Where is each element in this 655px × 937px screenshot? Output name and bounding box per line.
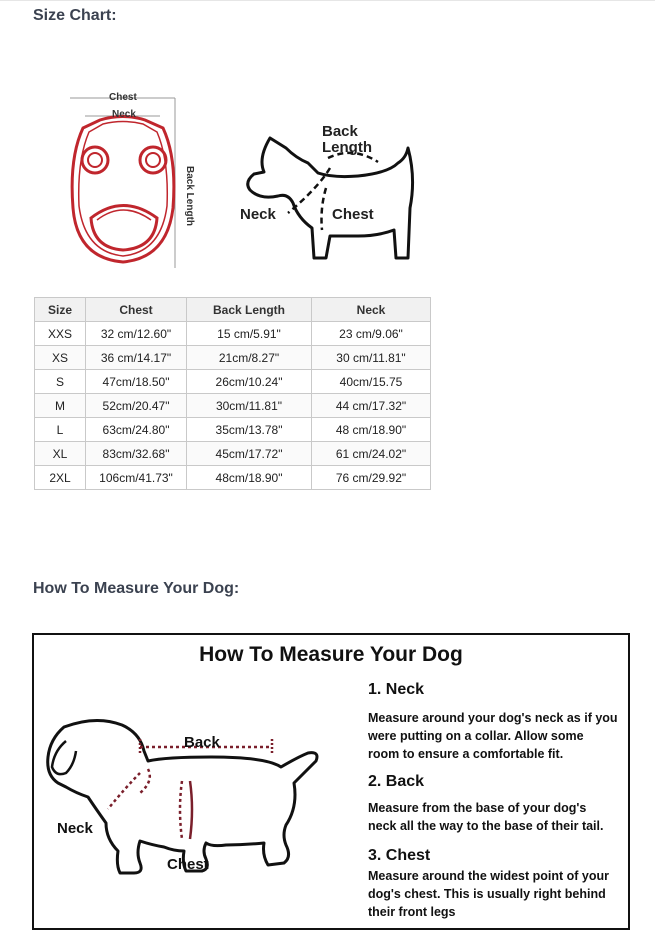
cell-back-length: 15 cm/5.91": [187, 322, 312, 346]
cell-back-length: 26cm/10.24": [187, 370, 312, 394]
cell-back-length: 21cm/8.27": [187, 346, 312, 370]
cell-neck: 48 cm/18.90": [312, 418, 431, 442]
figure-chest-label: Chest: [167, 856, 209, 873]
step-neck-title: 1. Neck: [368, 681, 425, 698]
how-to-measure-heading: How To Measure Your Dog:: [33, 580, 240, 597]
cell-size: L: [35, 418, 86, 442]
table-row: [35, 394, 431, 418]
cell-chest: 83cm/32.68": [86, 442, 187, 466]
table-row: [35, 370, 431, 394]
cell-neck: 76 cm/29.92": [312, 466, 431, 490]
cell-size: M: [35, 394, 86, 418]
cell-back-length: 35cm/13.78": [187, 418, 312, 442]
header-back-length: Back Length: [187, 298, 312, 322]
cell-chest: 106cm/41.73": [86, 466, 187, 490]
cell-neck: 30 cm/11.81": [312, 346, 431, 370]
cell-chest: 47cm/18.50": [86, 370, 187, 394]
figure-neck-label: Neck: [57, 820, 93, 837]
top-divider: [0, 0, 655, 1]
cell-neck: 40cm/15.75: [312, 370, 431, 394]
table-row: [35, 322, 431, 346]
step-chest-title: 3. Chest: [368, 847, 431, 864]
dachshund-diagram: [36, 717, 336, 917]
dog-measure-diagram: [238, 118, 418, 268]
table-row: [35, 466, 431, 490]
step-back-text: Measure from the base of your dog's neck all the way to the base of their tail.: [368, 801, 604, 833]
size-chart-heading: Size Chart:: [33, 7, 117, 24]
step-back-title: 2. Back: [368, 773, 425, 790]
figure-back-label: Back: [184, 734, 220, 751]
table-row: [35, 418, 431, 442]
table-header-row: [35, 298, 431, 322]
dog-chest-label: Chest: [332, 206, 374, 223]
vest-diagram: [55, 88, 205, 273]
table-row: [35, 442, 431, 466]
cell-chest: 63cm/24.80": [86, 418, 187, 442]
cell-size: 2XL: [35, 466, 86, 490]
dog-back-length-label: Back Length: [322, 123, 372, 156]
cell-back-length: 48cm/18.90": [187, 466, 312, 490]
header-size: Size: [35, 298, 86, 322]
cell-back-length: 45cm/17.72": [187, 442, 312, 466]
cell-size: XL: [35, 442, 86, 466]
dog-neck-label: Neck: [240, 206, 276, 223]
step-chest-text: Measure around the widest point of your dog's chest. This is usually right behind their front legs: [368, 869, 609, 919]
cell-chest: 36 cm/14.17": [86, 346, 187, 370]
vest-chest-label: Chest: [109, 92, 137, 103]
cell-size: S: [35, 370, 86, 394]
cell-chest: 52cm/20.47": [86, 394, 187, 418]
vest-back-length-label: Back Length: [184, 166, 195, 227]
cell-neck: 61 cm/24.02": [312, 442, 431, 466]
cell-back-length: 30cm/11.81": [187, 394, 312, 418]
cell-size: XS: [35, 346, 86, 370]
table-row: [35, 346, 431, 370]
cell-neck: 23 cm/9.06": [312, 322, 431, 346]
panel-title: How To Measure Your Dog: [199, 643, 463, 666]
cell-chest: 32 cm/12.60": [86, 322, 187, 346]
header-neck: Neck: [312, 298, 431, 322]
header-chest: Chest: [86, 298, 187, 322]
cell-neck: 44 cm/17.32": [312, 394, 431, 418]
how-to-measure-panel: [32, 633, 630, 930]
size-table: [34, 297, 431, 490]
cell-size: XXS: [35, 322, 86, 346]
step-neck-text: Measure around your dog's neck as if you were putting on a collar. Allow some room to ensure a comfortable fit.: [368, 711, 618, 761]
vest-neck-label: Neck: [112, 109, 136, 120]
